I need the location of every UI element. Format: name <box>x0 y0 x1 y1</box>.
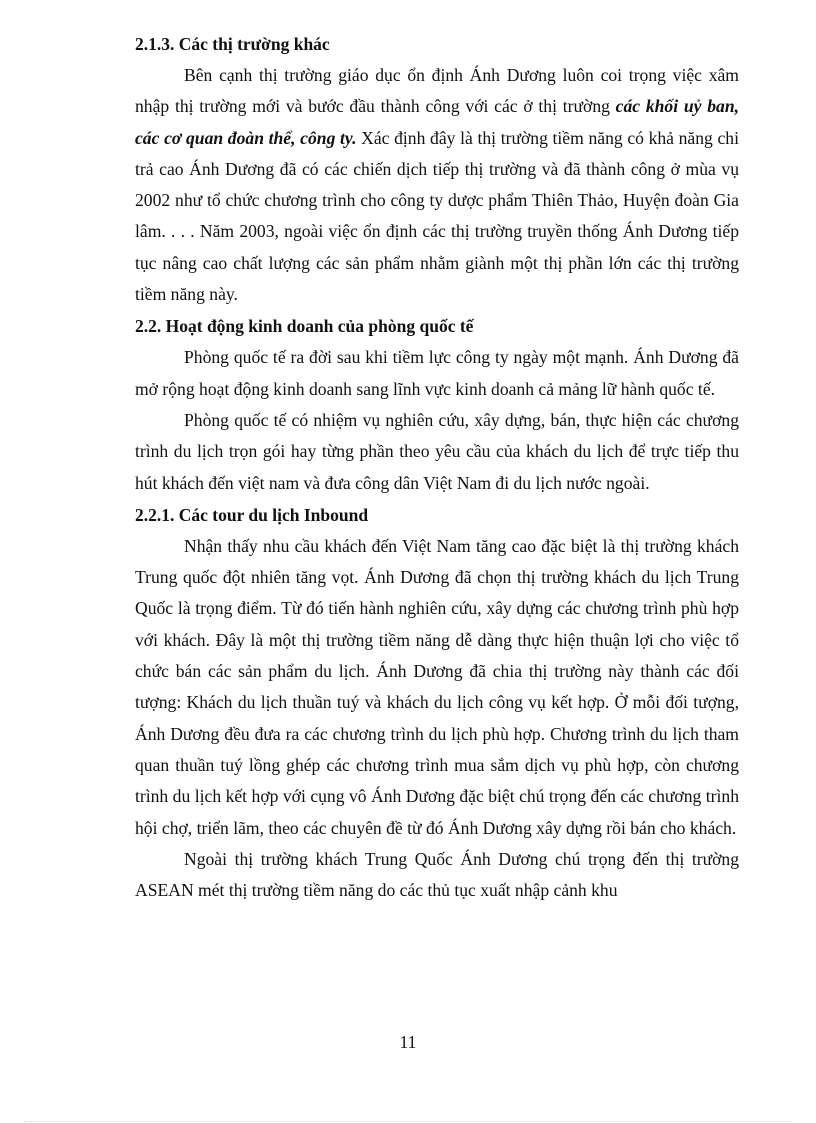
page-bottom-divider <box>24 1121 792 1122</box>
page-number: 11 <box>399 1032 417 1052</box>
paragraph-inbound-asean: Ngoài thị trường khách Trung Quốc Ánh Dương chú trọng đến thị trường ASEAN mét thị trường tiềm năng do các thủ tục xuất nhập cảnh khu <box>135 848 739 901</box>
paragraph-inbound-china: Nhận thấy nhu cầu khách đến Việt Nam tăng cao đặc biệt là thị trường khách Trung quốc đột nhiên tăng vọt. Ánh Dương đã chọn thị trường khách du lịch Trung Quốc là trọng điểm. Từ đó tiến hành nghiên cứu, xây dựng các chương trình phù hợp với khách. Đây là một thị trường tiềm năng dễ dàng thực hiện thuận lợi cho việc tổ chức bán các sản phẩm du lịch. Ánh Dương đã chia thị trường này thành các đối tượng: Khách du lịch thuần tuý và khách du lịch công vụ kết hợp. Ở mỗi đối tượng, Ánh Dương đều đưa ra các chương trình du lịch phù hợp. Chương trình du lịch tham quan thuần tuý lồng ghép các chương trình mua sắm dịch vụ phù hợp, còn chương trình du lịch kết hợp với cụng vô Ánh Dương đặc biệt chú trọng đến các chương trình hội chợ, triển lãm, theo các chuyên đề từ đó Ánh Dương xây dựng rồi bán cho khách. <box>135 535 739 838</box>
paragraph-other-markets <box>135 60 739 310</box>
document-page <box>135 28 739 906</box>
section-heading-2-1-3: 2.1.3. Các thị trường khác <box>135 34 330 54</box>
paragraph-text: Xác định đây là thị trường tiềm năng có khả năng chi trả cao Ánh Dương đã có các chiến dịch tiếp thị trường và đã thành công ở mùa vụ 2002 như tổ chức chương trình cho công ty dược phẩm Thiên Thảo, Huyện đoàn Gia lâm. . . . Năm 2003, ngoài việc ổn định các thị trường truyền thống Ánh Dương tiếp tục nâng cao chất lượng các sản phẩm nhằm giành một thị phần lớn các thị trường tiềm năng này. <box>135 127 739 305</box>
paragraph-intl-dept-duties: Phòng quốc tế có nhiệm vụ nghiên cứu, xây dựng, bán, thực hiện các chương trình du lịch trọn gói hay từng phần theo yêu cầu của khách du lịch để trực tiếp thu hút khách đến việt nam và đưa công dân Việt Nam đi du lịch nước ngoài. <box>135 409 739 493</box>
section-heading-2-2-1: 2.2.1. Các tour du lịch Inbound <box>135 504 369 525</box>
emphasized-text: các khối uỷ ban, các cơ quan đoàn thể, công ty. <box>135 96 740 148</box>
section-heading-2-2: 2.2. Hoạt động kinh doanh của phòng quốc tế <box>135 316 474 337</box>
paragraph-intl-dept-intro: Phòng quốc tế ra đời sau khi tiềm lực công ty ngày một mạnh. Ánh Dương đã mở rộng hoạt động kinh doanh sang lĩnh vực kinh doanh cả mảng lữ hành quốc tế. <box>135 347 739 399</box>
paragraph-text: Bên cạnh thị trường giáo dục ổn định Ánh Dương luôn coi trọng việc xâm nhập thị trường mới và bước đầu thành công với các ở thị trường <box>135 65 739 117</box>
